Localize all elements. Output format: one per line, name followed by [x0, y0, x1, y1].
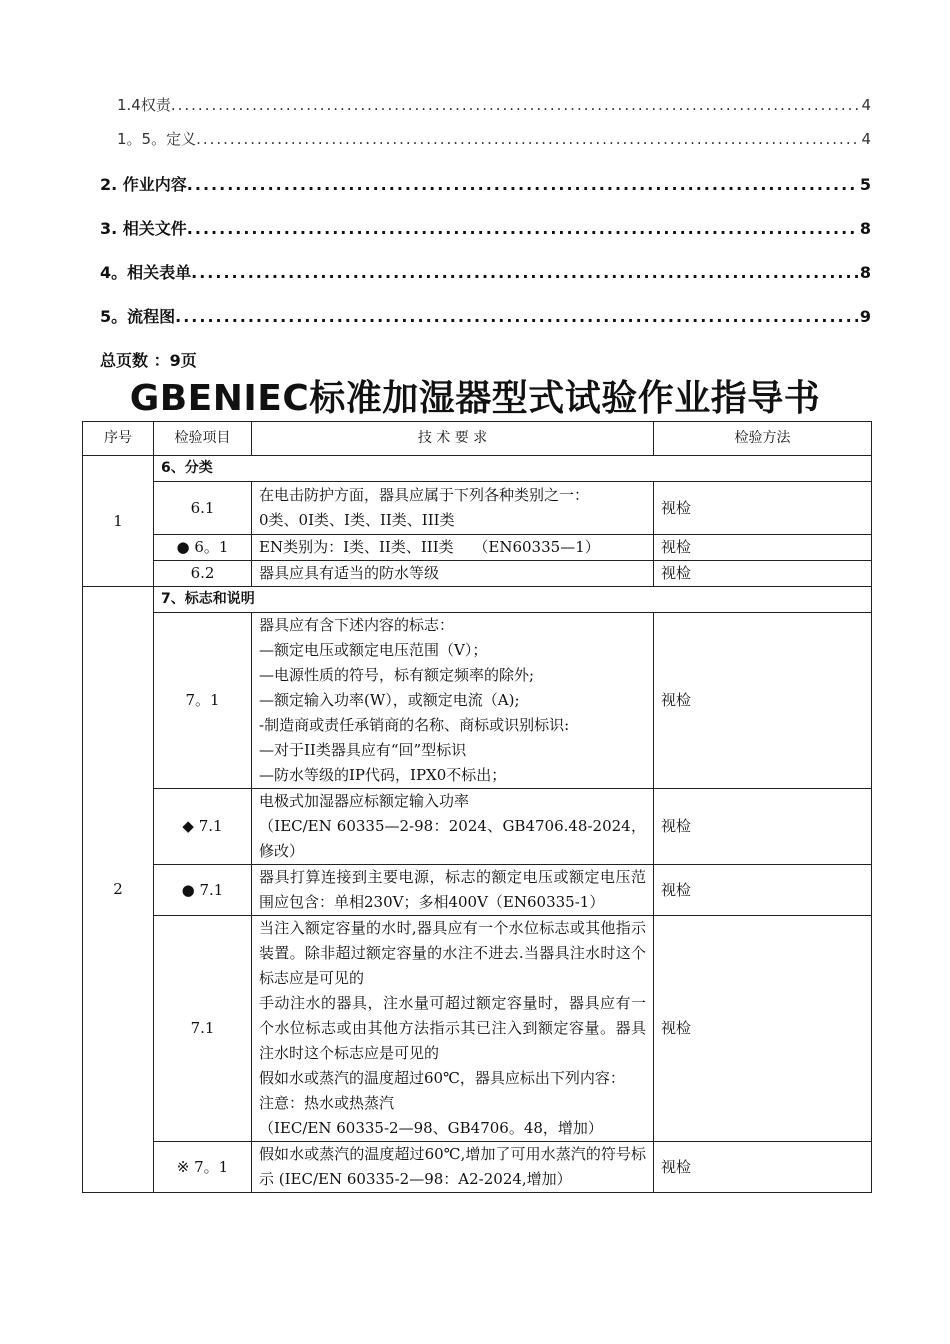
table-row — [83, 916, 872, 1142]
requirement-cell — [252, 561, 654, 587]
method-cell: 视检 — [654, 613, 872, 789]
requirement-line: 0类、0I类、I类、II类、III类 — [259, 511, 455, 529]
toc-entry[interactable] — [100, 128, 871, 149]
table-header-row — [83, 422, 872, 456]
total-pages: 总页数 ：9页 — [100, 351, 197, 370]
table-row — [83, 482, 872, 535]
method-cell: 视检 — [654, 535, 872, 561]
requirement-line: —额定输入功率(W），或额定电流（A); — [259, 691, 520, 709]
document-title: GBENIEC标准加湿器型式试验作业指导书 — [129, 378, 821, 419]
item-cell: 7。1 — [154, 613, 252, 789]
requirement-line: —防水等级的IP代码，IPX0不标出； — [259, 766, 507, 784]
table-row — [83, 789, 872, 865]
toc-leader-dots — [175, 307, 858, 326]
header-requirement: 技 术 要 求 — [252, 422, 654, 456]
item-cell: ● 7.1 — [154, 865, 252, 916]
requirement-cell — [252, 789, 654, 865]
toc-entry-page: 4 — [861, 96, 871, 114]
requirement-line: 器具应具有适当的防水等级 — [259, 564, 440, 582]
toc-entry-label: 3. 相关文件 — [100, 219, 187, 238]
requirement-line: —额定电压或额定电压范围（V）； — [259, 641, 488, 659]
item-cell: 7.1 — [154, 916, 252, 1142]
item-cell: ※ 7。1 — [154, 1142, 252, 1193]
requirement-line: 器具打算连接到主要电源，标志的额定电压或额定电压范围应包含：单相230V；多相400V（EN60335-1） — [259, 868, 646, 911]
toc-leader-dots — [191, 263, 858, 282]
requirement-cell — [252, 1142, 654, 1193]
requirement-cell — [252, 482, 654, 535]
requirement-cell — [252, 916, 654, 1142]
toc-entry-label: 5。流程图 — [100, 307, 176, 326]
toc-entry-page: 8 — [859, 263, 871, 282]
header-method: 检验方法 — [654, 422, 872, 456]
section-heading-row — [83, 456, 872, 482]
toc-leader-dots — [187, 219, 858, 238]
requirement-line: EN类别为：I类、II类、III类 （EN60335—1） — [259, 538, 600, 556]
table-row — [83, 1142, 872, 1193]
requirement-line: 器具应有含下述内容的标志： — [259, 616, 455, 634]
toc-entry-label: 1.4权责 — [117, 96, 171, 114]
toc-leader-dots — [187, 175, 858, 194]
section-number: 2 — [83, 587, 154, 1193]
toc-leader-dots — [196, 130, 859, 148]
header-item: 检验项目 — [154, 422, 252, 456]
table-row — [83, 535, 872, 561]
item-cell: ● 6。1 — [154, 535, 252, 561]
toc-entry[interactable] — [100, 172, 871, 195]
requirement-line: —电源性质的符号，标有额定频率的除外; — [259, 666, 535, 684]
table-row — [83, 613, 872, 789]
requirement-line: 电极式加湿器应标额定输入功率 — [259, 792, 470, 810]
table-row — [83, 561, 872, 587]
item-cell: 6.2 — [154, 561, 252, 587]
method-cell: 视检 — [654, 482, 872, 535]
requirement-cell — [252, 535, 654, 561]
section-heading: 6、分类 — [154, 456, 872, 482]
requirement-line: 当注入额定容量的水时,器具应有一个水位标志或其他指示装置。除非超过额定容量的水注不进去.当器具注水时这个标志应是可见的 — [259, 919, 646, 987]
item-cell: 6.1 — [154, 482, 252, 535]
section-number: 1 — [83, 456, 154, 587]
method-cell: 视检 — [654, 561, 872, 587]
toc-entry[interactable] — [100, 94, 871, 115]
section-heading: 7、标志和说明 — [154, 587, 872, 613]
requirement-line: 假如水或蒸汽的温度超过60℃,增加了可用水蒸汽的符号标示 (IEC/EN 60335-2—98：A2-2024,增加） — [259, 1145, 646, 1188]
requirement-cell — [252, 613, 654, 789]
toc-entry-page: 9 — [859, 307, 871, 326]
toc-entry-page: 4 — [861, 130, 871, 148]
requirement-line: 在电击防护方面，器具应属于下列各种类别之一： — [259, 486, 590, 504]
requirement-line: 注意：热水或热蒸汽 — [259, 1094, 395, 1112]
toc-entry-page: 8 — [859, 219, 871, 238]
requirement-line: -制造商或责任承销商的名称、商标或识别标识: — [259, 716, 570, 734]
inspection-table — [82, 421, 872, 1193]
section-heading-row — [83, 587, 872, 613]
method-cell: 视检 — [654, 916, 872, 1142]
requirement-line: （IEC/EN 60335-2—98、GB4706。48，增加） — [259, 1119, 603, 1137]
table-row — [83, 865, 872, 916]
requirement-line: （IEC/EN 60335—2-98：2024、GB4706.48-2024，修改） — [259, 817, 646, 860]
requirement-line: 手动注水的器具，注水量可超过额定容量时，器具应有一个水位标志或由其他方法指示其已注入到额定容量。器具注水时这个标志应是可见的 — [259, 994, 646, 1062]
toc-entry[interactable] — [100, 216, 871, 239]
toc-leader-dots — [171, 96, 860, 114]
toc-entry-label: 2. 作业内容 — [100, 175, 187, 194]
toc-entry[interactable] — [100, 304, 871, 327]
toc-entry[interactable] — [100, 260, 871, 283]
method-cell: 视检 — [654, 789, 872, 865]
requirement-line: —对于II类器具应有“回”型标识 — [259, 741, 467, 759]
method-cell: 视检 — [654, 865, 872, 916]
toc-entry-page: 5 — [859, 175, 871, 194]
item-cell: ◆ 7.1 — [154, 789, 252, 865]
toc-entry-label: 4。相关表单 — [100, 263, 192, 282]
toc-entry-label: 1。5。定义 — [117, 130, 197, 148]
header-no: 序号 — [83, 422, 154, 456]
requirement-cell — [252, 865, 654, 916]
requirement-line: 假如水或蒸汽的温度超过60℃，器具应标出下列内容： — [259, 1069, 625, 1087]
method-cell: 视检 — [654, 1142, 872, 1193]
